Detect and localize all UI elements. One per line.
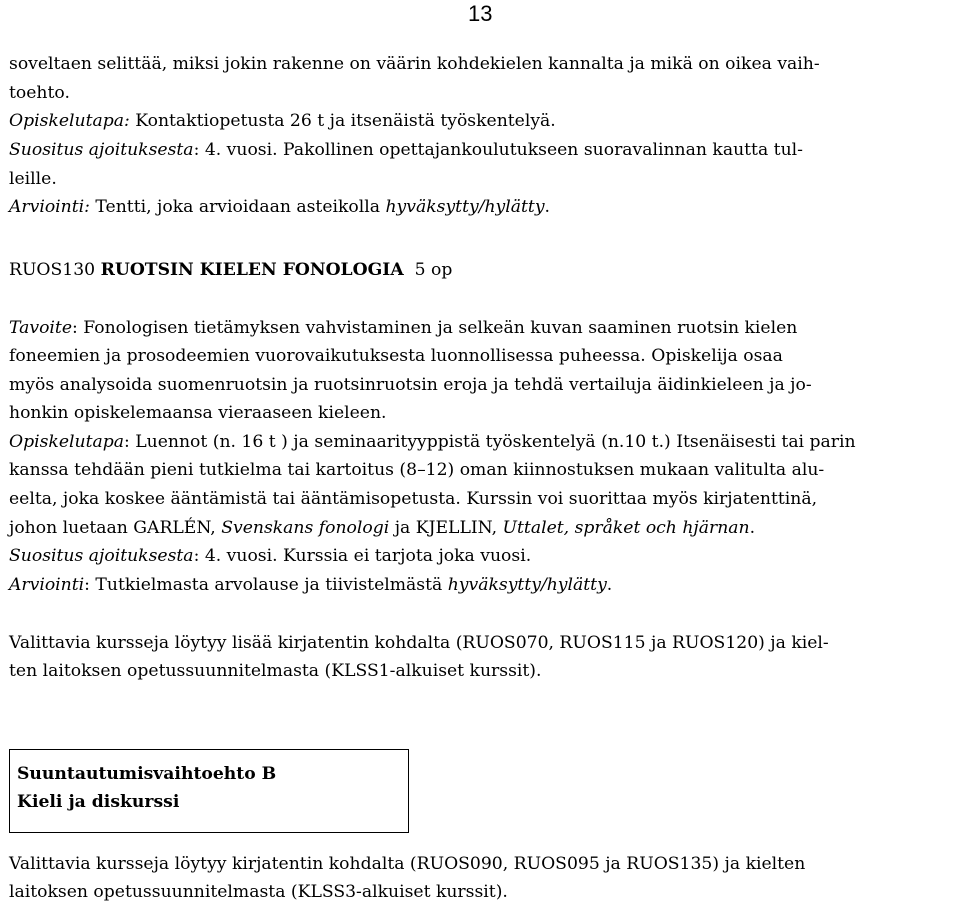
paragraph-line: leille. <box>9 169 57 189</box>
course-arviointi-line <box>9 577 612 594</box>
note-line: ten laitoksen opetussuunnitelmasta (KLSS1-alkuiset kurssit). <box>9 661 542 681</box>
suositus-label: Suositus ajoituksesta <box>9 546 194 566</box>
paragraph-line: toehto. <box>9 83 70 103</box>
specialization-box <box>9 749 409 833</box>
literature-mid: ja KJELLIN, <box>389 518 503 538</box>
paragraph-line: soveltaen selittää, miksi jokin rakenne on väärin kohdekielen kannalta ja mikä on oikea vaih- <box>9 54 820 74</box>
note-line: Valittavia kursseja löytyy kirjatentin kohdalta (RUOS090, RUOS095 ja RUOS135) ja kielten <box>9 854 806 874</box>
paragraph-line: kanssa tehdään pieni tutkielma tai kartoitus (8–12) oman kiinnostuksen mukaan valitulta alu- <box>9 460 825 480</box>
suositus-line <box>9 142 803 159</box>
suositus-text: : 4. vuosi. Kurssia ei tarjota joka vuosi. <box>193 546 532 566</box>
opiskelutapa-label: Opiskelutapa <box>9 432 124 452</box>
opiskelutapa-text: Kontaktiopetusta 26 t ja itsenäistä työskentelyä. <box>129 111 556 131</box>
literature-end: . <box>749 518 756 538</box>
paragraph-line: foneemien ja prosodeemien vuorovaikutuksesta luonnollisessa puheessa. Opiskelija osaa <box>9 346 783 366</box>
course-suositus-line <box>9 548 531 565</box>
specialization-subtitle: Kieli ja diskurssi <box>17 792 180 812</box>
course-credits: 5 op <box>403 260 453 280</box>
arviointi-label: Arviointi: <box>9 197 90 217</box>
arviointi-value: hyväksytty/hylätty <box>447 575 607 595</box>
specialization-title: Suuntautumisvaihtoehto B <box>17 764 277 784</box>
paragraph-line: myös analysoida suomenruotsin ja ruotsinruotsin eroja ja tehdä vertailuja äidinkieleen ja jo- <box>9 375 812 395</box>
course-opiskelutapa-line <box>9 434 856 451</box>
course-code: RUOS130 <box>9 260 101 280</box>
tavoite-line <box>9 320 797 337</box>
literature-title-2: Uttalet, språket och hjärnan <box>502 518 750 538</box>
course-heading <box>9 262 452 279</box>
tavoite-label: Tavoite <box>9 318 73 338</box>
note-line: Valittavia kursseja löytyy lisää kirjatentin kohdalta (RUOS070, RUOS115 ja RUOS120) ja kiel- <box>9 633 829 653</box>
tavoite-text: : Fonologisen tietämyksen vahvistaminen ja selkeän kuvan saaminen ruotsin kielen <box>72 318 798 338</box>
opiskelutapa-text: : Luennot (n. 16 t ) ja seminaarityyppistä työskentelyä (n.10 t.) Itsenäisesti tai parin <box>123 432 856 452</box>
opiskelutapa-line <box>9 113 556 130</box>
arviointi-text: Tentti, joka arvioidaan asteikolla <box>89 197 386 217</box>
literature-line <box>9 520 755 537</box>
note-line: laitoksen opetussuunnitelmasta (KLSS3-alkuiset kurssit). <box>9 882 508 902</box>
arviointi-label: Arviointi <box>9 575 85 595</box>
suositus-label: Suositus ajoituksesta <box>9 140 194 160</box>
paragraph-line: honkin opiskelemaansa vieraaseen kieleen. <box>9 403 387 423</box>
paragraph-line: eelta, joka koskee ääntämistä tai ääntämisopetusta. Kurssin voi suorittaa myös kirjatenttinä, <box>9 489 818 509</box>
literature-prefix: johon luetaan GARLÉN, <box>9 518 222 538</box>
arviointi-value: hyväksytty/hylätty <box>385 197 545 217</box>
arviointi-end: . <box>606 575 613 595</box>
arviointi-line <box>9 199 550 216</box>
literature-title-1: Svenskans fonologi <box>221 518 390 538</box>
page-number: 13 <box>468 1 493 26</box>
suositus-text: : 4. vuosi. Pakollinen opettajankoulutukseen suoravalinnan kautta tul- <box>193 140 803 160</box>
arviointi-end: . <box>544 197 550 217</box>
course-title: RUOTSIN KIELEN FONOLOGIA <box>100 260 404 280</box>
arviointi-text: : Tutkielmasta arvolause ja tiivistelmästä <box>84 575 448 595</box>
opiskelutapa-label: Opiskelutapa: <box>9 111 130 131</box>
